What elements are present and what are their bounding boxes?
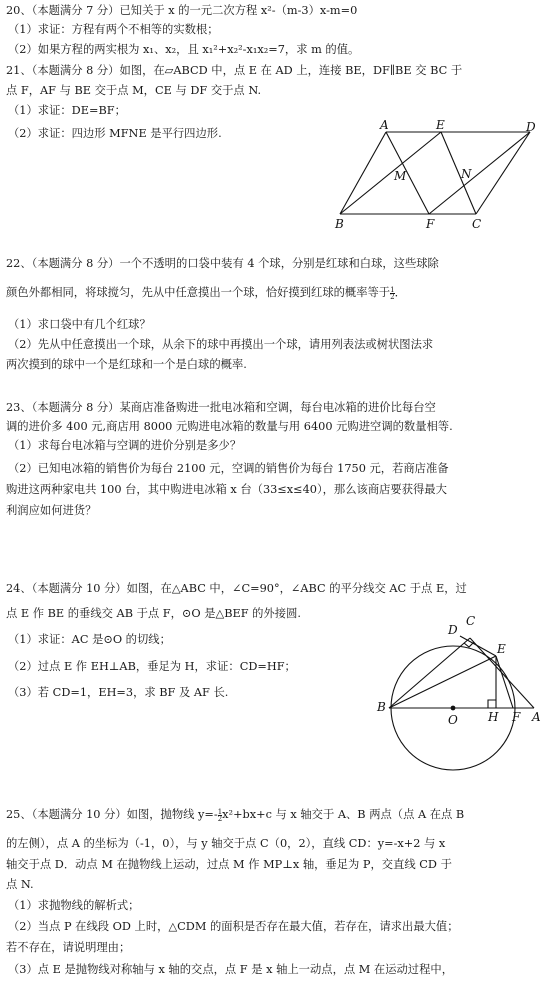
label-B: B bbox=[335, 217, 344, 231]
q20-stem: 20、（本题满分 7 分）已知关于 x 的一元二次方程 x²-（m-3）x-m=0 bbox=[6, 4, 358, 17]
q23-stem-line2: 调的进价多 400 元,商店用 8000 元购进电冰箱的数量与用 6400 元购进空调的数量相等. bbox=[6, 420, 453, 433]
q21-part1: （1）求证：DE=BF； bbox=[8, 104, 126, 117]
q22-part2-line1: （2）先从中任意摸出一个球，从余下的球中再摸出一个球，请用列表法或树状图法求 bbox=[8, 338, 434, 351]
segment-DF bbox=[429, 132, 530, 214]
q21-part2: （2）求证：四边形 MFNE 是平行四边形. bbox=[8, 127, 222, 140]
parallelogram-figure bbox=[330, 118, 545, 233]
q22-stem-line2-end: ． bbox=[394, 286, 406, 299]
circle-triangle-figure bbox=[372, 608, 552, 773]
q25-stem-line3: 轴交于点 D．动点 M 在抛物线上运动，过点 M 作 MP⊥x 轴，垂足为 P，交直线 CD 于 bbox=[6, 858, 452, 871]
q23-stem-line1: 23、（本题满分 8 分）某商店准备购进一批电冰箱和空调，每台电冰箱的进价比每台空 bbox=[6, 401, 436, 414]
q25-stem-line1-a: 25、（本题满分 10 分）如图，抛物线 y=- bbox=[6, 808, 218, 821]
q24-part3: （3）若 CD=1，EH=3，求 BF 及 AF 长. bbox=[8, 686, 229, 699]
right-angle-mark-C bbox=[464, 642, 474, 647]
q25-stem-line1-b: x²+bx+c 与 x 轴交于 A、B 两点（点 A 在点 B bbox=[222, 808, 465, 821]
q22-stem-line2-text: 颜色外都相同，将球搅匀，先从中任意摸出一个球，恰好摸到红球的概率等于 bbox=[6, 286, 391, 299]
q25-part3: （3）点 E 是抛物线对称轴与 x 轴的交点，点 F 是 x 轴上一动点，点 M 在运动过程中， bbox=[8, 963, 453, 976]
q22-fraction-den: 2 bbox=[390, 292, 395, 301]
label-C: C bbox=[466, 614, 476, 628]
label-O: O bbox=[448, 713, 458, 727]
q22-stem-line2 bbox=[6, 285, 406, 300]
q25-stem-line4: 点 N. bbox=[6, 878, 34, 891]
q24-stem-line1: 24、（本题满分 10 分）如图，在△ABC 中，∠C=90°，∠ABC 的平分线交 AC 于点 E，过 bbox=[6, 582, 467, 595]
center-O-dot bbox=[451, 706, 456, 711]
segment-BE bbox=[389, 656, 496, 708]
q25-part2-line2: 若不存在，请说明理由； bbox=[6, 941, 131, 954]
q23-part1: （1）求每台电冰箱与空调的进价分别是多少？ bbox=[8, 439, 242, 452]
segment-DC bbox=[476, 132, 530, 214]
q22-stem-line1: 22、（本题满分 8 分）一个不透明的口袋中装有 4 个球，分别是红球和白球，这些球除 bbox=[6, 257, 439, 270]
q25-fraction-den: 2 bbox=[217, 814, 223, 823]
label-E: E bbox=[436, 118, 445, 132]
q23-part2-line3: 利润应如何进货？ bbox=[6, 504, 97, 517]
segment-BE bbox=[340, 132, 441, 214]
right-angle-mark-H bbox=[488, 700, 496, 708]
q21-stem-line1: 21、（本题满分 8 分）如图，在▱ABCD 中，点 E 在 AD 上，连接 BE，DF∥BE 交 BC 于 bbox=[6, 64, 463, 77]
q25-stem-line2: 的左侧），点 A 的坐标为（-1，0），与 y 轴交于点 C（0，2），直线 CD：y=-x+2 与 x bbox=[6, 837, 446, 850]
label-B: B bbox=[377, 700, 386, 714]
q22-part2-line2: 两次摸到的球中一个是红球和一个是白球的概率. bbox=[6, 358, 247, 371]
label-E: E bbox=[497, 642, 506, 656]
label-D: D bbox=[526, 120, 536, 134]
q22-fraction-num: 1 bbox=[390, 285, 395, 294]
q21-stem-line2: 点 F，AF 与 BE 交于点 M，CE 与 DF 交于点 N. bbox=[6, 84, 262, 97]
q20-part1: （1）求证：方程有两个不相等的实数根； bbox=[8, 23, 219, 36]
label-M: M bbox=[394, 169, 407, 183]
label-A: A bbox=[380, 118, 389, 132]
q24-stem-line2: 点 E 作 BE 的垂线交 AB 于点 F，⊙O 是△BEF 的外接圆. bbox=[6, 607, 301, 620]
label-H: H bbox=[488, 710, 499, 724]
label-C: C bbox=[472, 217, 482, 231]
q24-part1: （1）求证：AC 是⊙O 的切线； bbox=[8, 633, 171, 646]
q24-part2: （2）过点 E 作 EH⊥AB，垂足为 H，求证：CD=HF； bbox=[8, 660, 296, 673]
segment-AF bbox=[386, 132, 429, 214]
q22-part1: （1）求口袋中有几个红球？ bbox=[8, 318, 151, 331]
q25-stem-line1 bbox=[6, 807, 464, 822]
q25-part1: （1）求抛物线的解析式； bbox=[8, 899, 140, 912]
q20-part2: （2）如果方程的两实根为 x₁、x₂，且 x₁²+x₂²-x₁x₂=7，求 m 的值。 bbox=[8, 43, 360, 56]
label-N: N bbox=[461, 167, 472, 181]
label-D: D bbox=[448, 623, 458, 637]
segment-DE bbox=[460, 636, 496, 656]
q25-part2-line1: （2）当点 P 在线段 OD 上时，△CDM 的面积是否存在最大值，若存在，请求出最大值； bbox=[8, 920, 459, 933]
label-F: F bbox=[512, 710, 521, 724]
segment-AB bbox=[340, 132, 386, 214]
label-F: F bbox=[426, 217, 435, 231]
q23-part2-line2: 购进这两种家电共 100 台，其中购进电冰箱 x 台（33≤x≤40），那么该商店要获得最大 bbox=[6, 483, 447, 496]
label-A: A bbox=[532, 710, 541, 724]
q23-part2-line1: （2）已知电冰箱的销售价为每台 2100 元，空调的销售价为每台 1750 元，若商店准备 bbox=[8, 462, 449, 475]
segment-BC bbox=[389, 638, 470, 708]
q25-fraction-num: 1 bbox=[217, 807, 223, 816]
